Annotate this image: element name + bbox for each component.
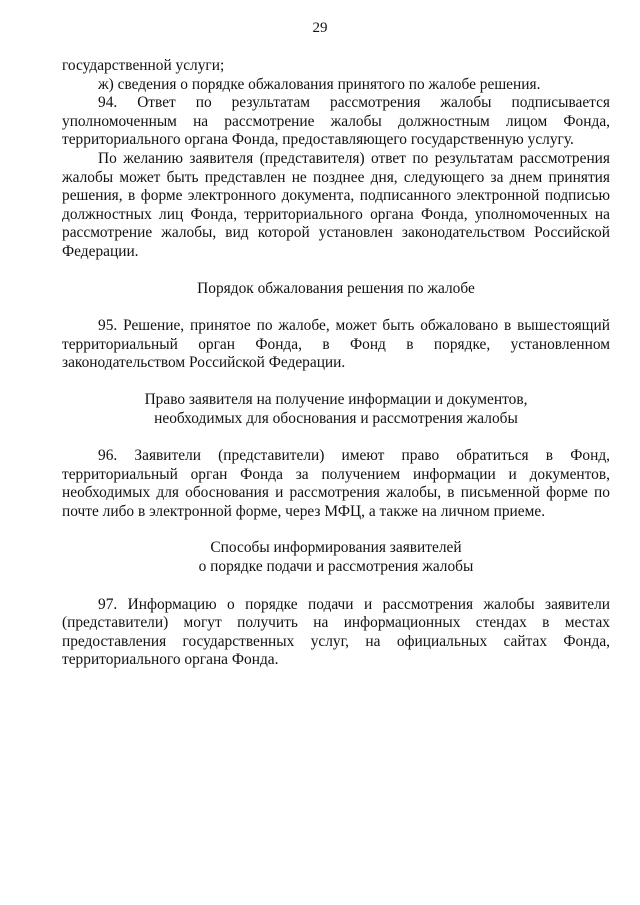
heading-line: Порядок обжалования решения по жалобе (197, 279, 475, 297)
text-line: территориального органа Фонда. (62, 651, 279, 669)
text-line: должностных лиц Фонда, территориального органа Фонда, уполномоченных на (62, 205, 610, 223)
text-line: почте либо в электронной форме, через МФЦ, а также на личном приеме. (62, 502, 546, 520)
section-heading-appeal-procedure (62, 280, 610, 299)
text-line: рассмотрение жалобы, вид которой установлен законодательством Российской (62, 224, 610, 242)
section-heading-right-to-information (62, 391, 610, 428)
text-line: уполномоченным на рассмотрение жалобы должностным лицом Фонда, (62, 112, 610, 130)
paragraph-94-continued (62, 150, 610, 262)
paragraph-97 (62, 596, 610, 670)
text-line: жалобы может быть представлен не позднее дня, следующего за днем принятия (62, 168, 610, 186)
text-line: 94. Ответ по результатам рассмотрения жалобы подписывается (98, 94, 610, 112)
page-number: 29 (312, 20, 328, 36)
document-body (62, 57, 610, 670)
text-line: (представители) могут получить на информационных стендах в местах (62, 614, 610, 632)
text-line: Федерации. (62, 242, 139, 260)
text-line: предоставления государственных услуг, на официальных сайтах Фонда, (62, 632, 610, 650)
list-item-continuation (62, 57, 610, 94)
text-line: территориального органа Фонда, предоставляющего государственную услугу. (62, 131, 574, 149)
heading-line: Право заявителя на получение информации и документов, (144, 390, 528, 408)
text-line: законодательством Российской Федерации. (62, 354, 346, 372)
text-line: территориальный орган Фонда за получением информации и документов, (62, 465, 610, 483)
paragraph-94 (62, 94, 610, 150)
heading-line: о порядке подачи и рассмотрения жалобы (198, 558, 474, 576)
text-line: решения, в форме электронного документа, подписанного электронной подписью (62, 187, 610, 205)
heading-line: необходимых для обоснования и рассмотрения жалобы (154, 409, 518, 427)
text-line: территориальный орган Фонда, в Фонд в порядке, установленном (62, 335, 610, 353)
text-line: 95. Решение, принятое по жалобе, может быть обжаловано в вышестоящий (98, 317, 610, 335)
text-line: государственной услуги; (62, 57, 225, 74)
text-line: 96. Заявители (представители) имеют право обратиться в Фонд, (98, 447, 610, 465)
paragraph-96 (62, 447, 610, 521)
text-line: 97. Информацию о порядке подачи и рассмотрения жалобы заявители (98, 595, 610, 613)
paragraph-95 (62, 317, 610, 373)
text-line: необходимых для обоснования и рассмотрения жалобы, в письменной форме по (62, 484, 610, 502)
section-heading-informing-methods (62, 539, 610, 576)
text-line: ж) сведения о порядке обжалования принятого по жалобе решения. (98, 75, 541, 93)
heading-line: Способы информирования заявителей (210, 539, 462, 557)
text-line: По желанию заявителя (представителя) ответ по результатам рассмотрения (98, 149, 610, 167)
